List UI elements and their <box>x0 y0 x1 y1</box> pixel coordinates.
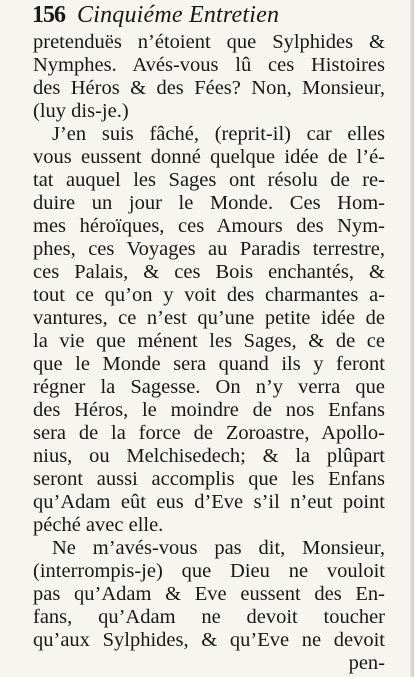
catchword: pen- <box>348 652 385 674</box>
text-line: sera de la force de Zoroastre, Apollo- <box>33 422 385 444</box>
text-line: mes héroïques, ces Amours des Nym- <box>33 215 385 237</box>
paragraph-first-line: J’en suis fâché, (reprit-il) car elles <box>52 123 385 145</box>
text-line: nius, ou Melchisedech; & la plûpart <box>33 445 385 467</box>
text-line: vous eussent donné quelque idée de l’é- <box>33 146 385 168</box>
page-gutter-shadow <box>410 0 414 677</box>
text-line: ces Palais, & ces Bois enchantés, & <box>33 261 385 283</box>
text-line: tout ce qu’on y voit des charmantes a- <box>33 284 385 306</box>
running-title: Cinquiéme Entretien <box>77 2 280 28</box>
text-line: phes, ces Voyages au Paradis terrestre, <box>33 238 385 260</box>
text-line: Nymphes. Avés-vous lû ces Histoires <box>33 54 385 76</box>
text-line: des Héros & des Fées? Non, Monsieur, <box>33 77 385 99</box>
paragraph-first-line: Ne m’avés-vous pas dit, Monsieur, <box>52 537 385 559</box>
text-line: pas qu’Adam & Eve eussent des En- <box>33 583 385 605</box>
text-line: seront aussi accomplis que les Enfans <box>33 468 385 490</box>
text-line: qu’aux Sylphides, & qu’Eve ne devoit <box>33 629 385 651</box>
text-line: des Héros, le moindre de nos Enfans <box>33 399 385 421</box>
text-line: vantures, ce n’est qu’une petite idée de <box>33 307 385 329</box>
text-line: duire un jour le Monde. Ces Hom- <box>33 192 385 214</box>
text-line: péché avec elle. <box>33 514 164 536</box>
text-line: fans, qu’Adam ne devoit toucher <box>33 606 385 628</box>
text-line: tat auquel les Sages ont résolu de re- <box>33 169 385 191</box>
text-line: que le Monde sera quand ils y feront <box>33 353 385 375</box>
running-header <box>32 1 392 29</box>
page-number: 156 <box>32 2 65 28</box>
text-line: régner la Sagesse. On n’y verra que <box>33 376 385 398</box>
text-line: pretenduës n’étoient que Sylphides & <box>33 31 385 53</box>
text-line: qu’Adam eût eus d’Eve s’il n’eut point <box>33 491 385 513</box>
text-line: (interrompis-je) que Dieu ne vouloit <box>33 560 385 582</box>
text-line: la vie que ménent les Sages, & de ce <box>33 330 385 352</box>
text-line: (luy dis-je.) <box>33 100 129 122</box>
